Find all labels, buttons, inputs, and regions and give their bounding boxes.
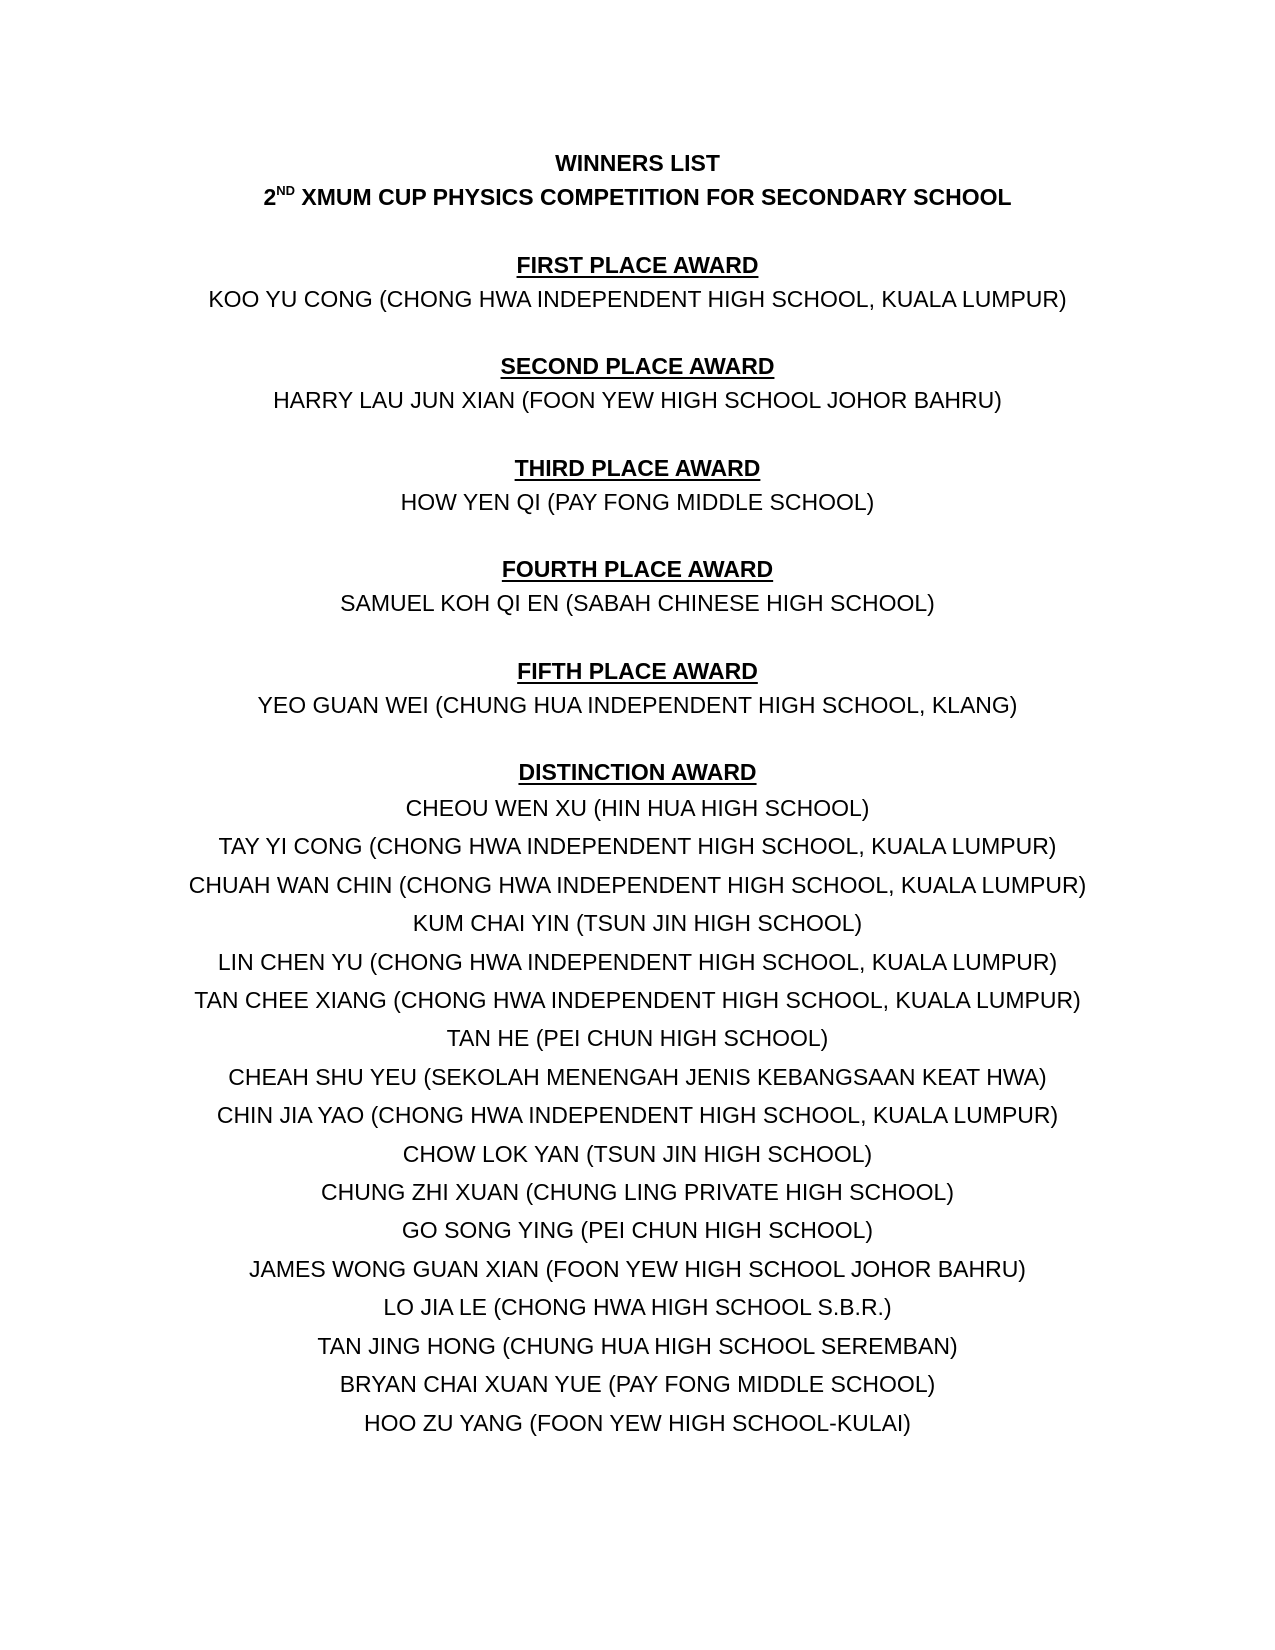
distinction-winner: BRYAN CHAI XUAN YUE (PAY FONG MIDDLE SCHOOL): [339, 1371, 936, 1398]
fourth-place-title: FOURTH PLACE AWARD: [501, 556, 774, 582]
distinction-winner: LIN CHEN YU (CHONG HWA INDEPENDENT HIGH SCHOOL, KUALA LUMPUR): [217, 948, 1058, 975]
subtitle-ordinal-suffix: ND: [276, 183, 296, 199]
distinction-list: [0, 789, 1275, 1442]
distinction-winner: JAMES WONG GUAN XIAN (FOON YEW HIGH SCHOOL JOHOR BAHRU): [249, 1255, 1026, 1282]
fifth-place-title: FIFTH PLACE AWARD: [517, 658, 758, 684]
distinction-winner: CHEAH SHU YEU (SEKOLAH MENENGAH JENIS KEBANGSAAN KEAT HWA): [228, 1063, 1047, 1090]
fifth-place-section: [0, 654, 1275, 722]
first-place-title: FIRST PLACE AWARD: [516, 252, 759, 278]
distinction-winner: CHEOU WEN XU (HIN HUA HIGH SCHOOL): [405, 795, 870, 821]
document-title: WINNERS LIST: [555, 150, 720, 176]
distinction-title: DISTINCTION AWARD: [518, 759, 757, 785]
distinction-winner: LO JIA LE (CHONG HWA HIGH SCHOOL S.B.R.): [383, 1294, 892, 1321]
document-header: [0, 146, 1275, 214]
distinction-winner: KUM CHAI YIN (TSUN JIN HIGH SCHOOL): [412, 910, 863, 937]
distinction-section: [0, 755, 1275, 1442]
first-place-winner: KOO YU CONG (CHONG HWA INDEPENDENT HIGH SCHOOL, KUALA LUMPUR): [208, 286, 1067, 312]
distinction-winner: CHOW LOK YAN (TSUN JIN HIGH SCHOOL): [402, 1140, 873, 1167]
second-place-section: [0, 349, 1275, 417]
subtitle-ordinal: 2: [263, 184, 277, 210]
distinction-winner: TAN JING HONG (CHUNG HUA HIGH SCHOOL SEREMBAN): [317, 1332, 958, 1359]
competition-subtitle: [0, 180, 1275, 214]
second-place-title: SECOND PLACE AWARD: [500, 353, 775, 379]
first-place-section: [0, 248, 1275, 316]
fifth-place-winner: YEO GUAN WEI (CHUNG HUA INDEPENDENT HIGH SCHOOL, KLANG): [257, 692, 1018, 718]
distinction-winner: TAN CHEE XIANG (CHONG HWA INDEPENDENT HIGH SCHOOL, KUALA LUMPUR): [194, 987, 1081, 1014]
distinction-winner: CHUAH WAN CHIN (CHONG HWA INDEPENDENT HIGH SCHOOL, KUALA LUMPUR): [188, 871, 1087, 898]
fourth-place-winner: SAMUEL KOH QI EN (SABAH CHINESE HIGH SCHOOL): [340, 590, 935, 616]
third-place-winner: HOW YEN QI (PAY FONG MIDDLE SCHOOL): [400, 489, 875, 515]
third-place-section: [0, 451, 1275, 519]
distinction-winner: HOO ZU YANG (FOON YEW HIGH SCHOOL-KULAI): [364, 1409, 911, 1436]
distinction-winner: CHUNG ZHI XUAN (CHUNG LING PRIVATE HIGH SCHOOL): [321, 1179, 954, 1206]
distinction-winner: CHIN JIA YAO (CHONG HWA INDEPENDENT HIGH SCHOOL, KUALA LUMPUR): [216, 1102, 1059, 1129]
fourth-place-section: [0, 552, 1275, 620]
subtitle-text: XMUM CUP PHYSICS COMPETITION FOR SECONDARY SCHOOL: [295, 184, 1012, 210]
second-place-winner: HARRY LAU JUN XIAN (FOON YEW HIGH SCHOOL JOHOR BAHRU): [273, 387, 1002, 413]
distinction-winner: TAY YI CONG (CHONG HWA INDEPENDENT HIGH SCHOOL, KUALA LUMPUR): [218, 833, 1057, 860]
distinction-winner: GO SONG YING (PEI CHUN HIGH SCHOOL): [401, 1217, 874, 1244]
distinction-winner: TAN HE (PEI CHUN HIGH SCHOOL): [446, 1025, 829, 1052]
third-place-title: THIRD PLACE AWARD: [514, 455, 761, 481]
